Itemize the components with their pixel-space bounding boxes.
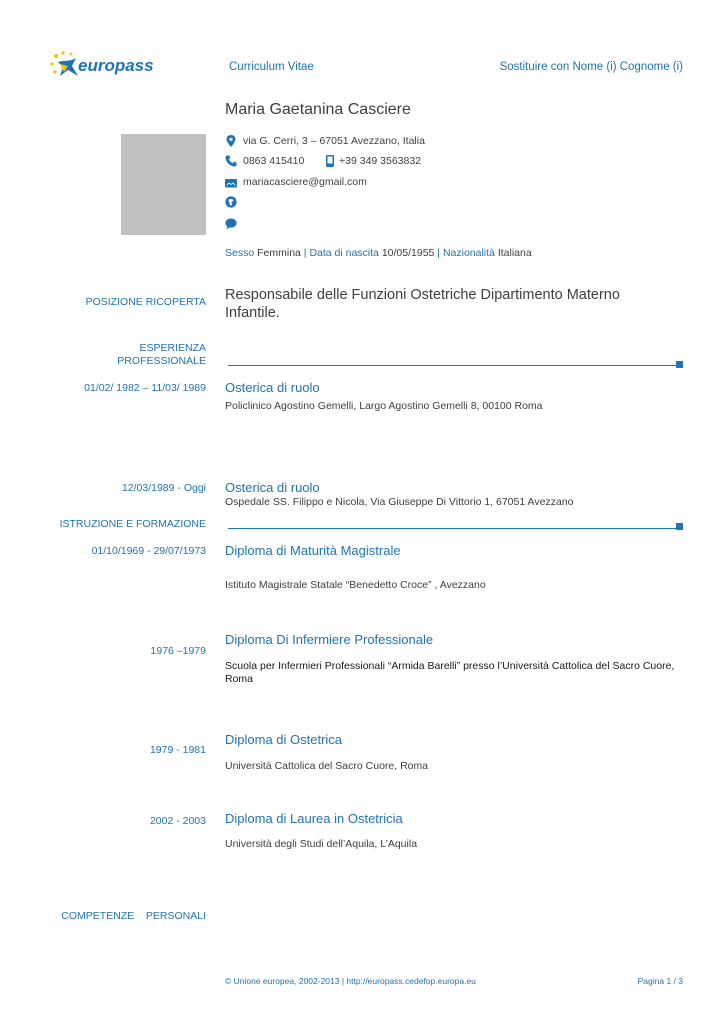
nationality-value: Italiana [497,247,532,259]
photo-placeholder [121,134,206,235]
education-detail: Università degli Studi dell’Aquila, L’Aquila [225,838,418,850]
sex-label: Sesso [225,247,255,259]
education-label: ISTRUZIONE E FORMAZIONE [59,518,206,530]
education-date: 1979 - 1981 [149,744,206,756]
education-date: 1976 –1979 [150,645,206,657]
experience-label: ESPERIENZA PROFESSIONALE [117,342,206,367]
birth-value: 10/05/1955 [381,247,435,259]
messaging-icon [225,218,237,230]
nationality-label: Nazionalità [442,247,495,259]
mobile-text: +39 349 3563832 [339,155,422,167]
website-icon [225,196,237,208]
logo-text: europass [78,56,154,75]
education-title: Diploma di Maturità Magistrale [225,543,401,558]
education-detail: Istituto Magistrale Statale “Benedetto Croce” , Avezzano [225,579,486,591]
education-rule [228,528,676,529]
position-label: POSIZIONE RICOPERTA [85,296,206,308]
birth-label: Data di nascita [309,247,379,259]
education-rule-end [676,523,683,530]
skills-label: COMPETENZE PERSONALI [61,910,206,922]
separator: | [434,247,443,259]
separator: | [300,247,310,259]
europass-logo [50,50,154,82]
personal-info-line [225,247,532,259]
footer-page-number: Pagina 1 / 3 [637,976,683,986]
education-title: Diploma di Laurea in Ostetricia [225,811,403,826]
education-title: Diploma di Ostetrica [225,732,343,747]
phone-text: 0863 415410 [243,155,305,167]
phone-icon [225,155,237,167]
education-date: 2002 - 2003 [149,815,206,827]
experience-date: 12/03/1989 - Oggi [121,482,206,494]
education-title: Diploma Di Infermiere Professionale [225,632,434,647]
education-detail: Scuola per Infermieri Professionali “Armida Barelli” presso l’Università Cattolica del Sacro Cuore, Roma [225,660,675,685]
address-text: via G. Cerri, 3 – 67051 Avezzano, Italia [243,135,425,147]
document-title: Curriculum Vitae [229,61,314,73]
education-date: 01/10/1969 - 29/07/1973 [91,545,206,557]
name-placeholder: Sostituire con Nome (i) Cognome (i) [499,61,683,73]
experience-detail: Policlinico Agostino Gemelli, Largo Agostino Gemelli 8, 00100 Roma [225,400,543,412]
mobile-phone-icon [325,155,335,167]
experience-title: Osterica di ruolo [225,480,320,495]
email-text[interactable]: mariacasciere@gmail.com [243,176,367,188]
experience-rule [228,365,676,366]
email-icon [225,177,237,189]
experience-rule-end [676,361,683,368]
experience-date: 01/02/ 1982 – 11/03/ 1989 [84,382,206,394]
experience-title: Osterica di ruolo [225,380,320,395]
person-name: Maria Gaetanina Casciere [225,101,411,118]
footer-copyright[interactable]: © Unione europea, 2002-2013 | http://europass.cedefop.europa.eu [225,976,476,986]
experience-detail: Ospedale SS. Filippo e Nicola, Via Giuseppe Di Vittorio 1, 67051 Avezzano [225,496,574,508]
education-detail: Università Cattolica del Sacro Cuore, Roma [225,760,429,772]
position-value: Responsabile delle Funzioni Ostetriche Dipartimento Materno Infantile. [225,287,620,321]
sex-value: Femmina [257,247,301,259]
location-icon [225,135,237,147]
